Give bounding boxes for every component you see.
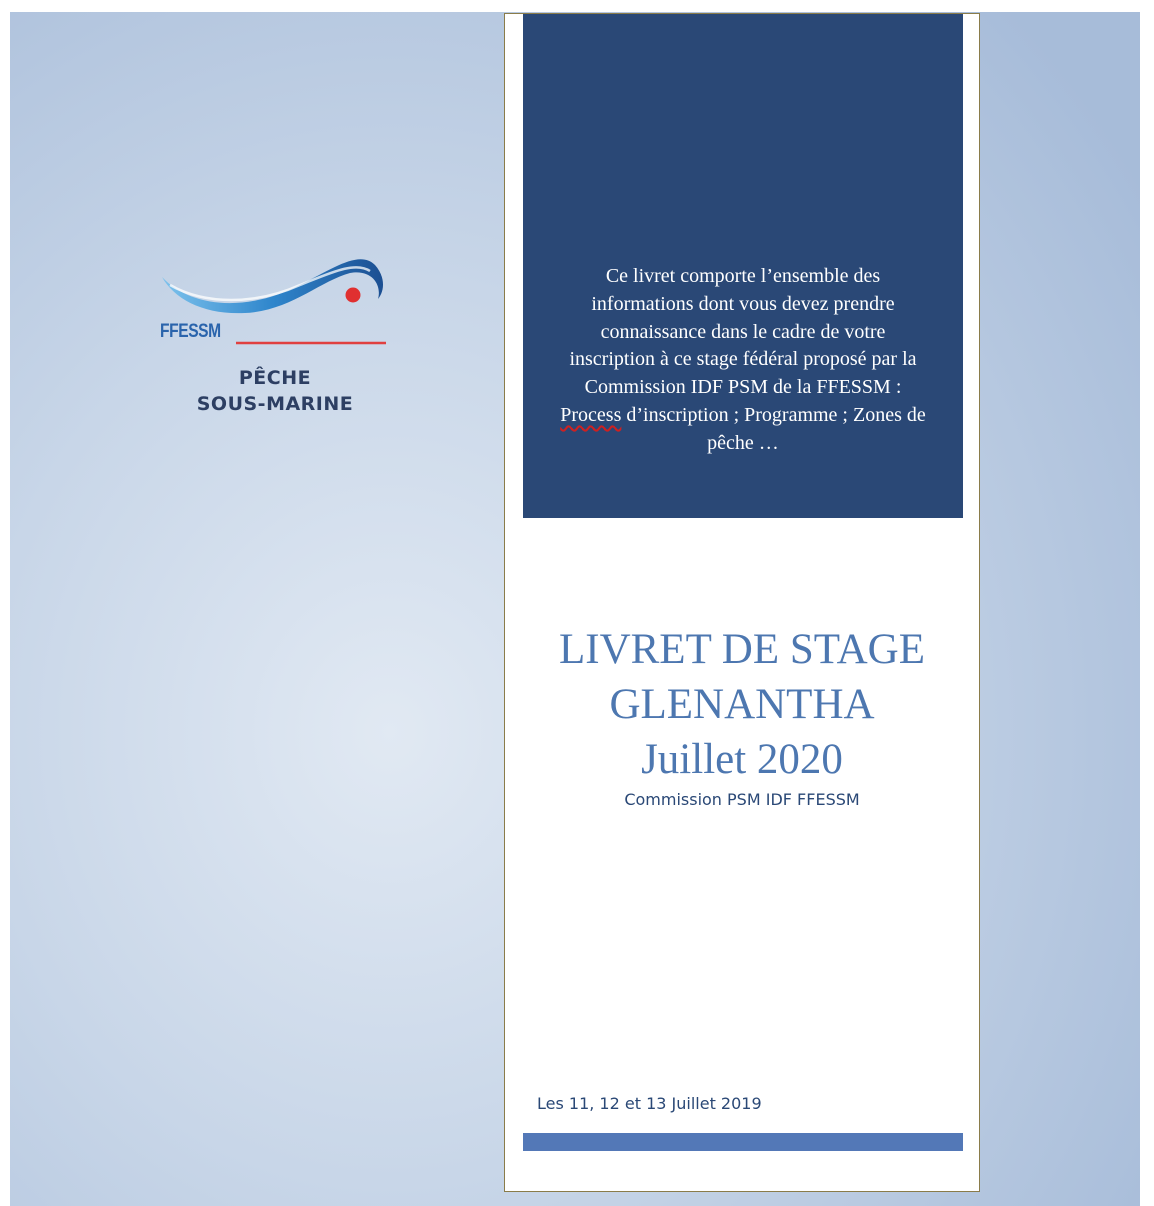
document-title — [505, 622, 979, 787]
intro-text-spell-word: Process — [560, 403, 622, 426]
stage-dates: Les 11, 12 et 13 Juillet 2019 — [537, 1094, 762, 1113]
title-line1: LIVRET DE STAGE — [558, 626, 925, 673]
intro-panel — [523, 14, 963, 518]
cover-sidebar — [504, 13, 980, 1192]
intro-text — [523, 263, 963, 458]
bottom-accent-bar — [523, 1133, 963, 1151]
logo-tagline-line2: SOUS-MARINE — [196, 393, 354, 415]
logo-brand: FFESSM — [160, 321, 221, 342]
title-line3: Juillet 2020 — [641, 736, 843, 783]
title-line2: GLENANTHA — [609, 681, 875, 728]
red-dot-icon — [346, 288, 361, 303]
logo-tagline-line1: PÊCHE — [238, 367, 312, 389]
ffessm-logo — [150, 245, 400, 425]
document-subtitle: Commission PSM IDF FFESSM — [624, 790, 860, 809]
intro-text-part1: Ce livret comporte l’ensemble des informations dont vous devez prendre connaissance dans le cadre de votre inscription à ce stage fédéral proposé par la Commission IDF PSM de la FFESSM : — [569, 265, 917, 399]
intro-text-part2: d’inscription ; Programme ; Zones de pêche … — [621, 403, 926, 454]
